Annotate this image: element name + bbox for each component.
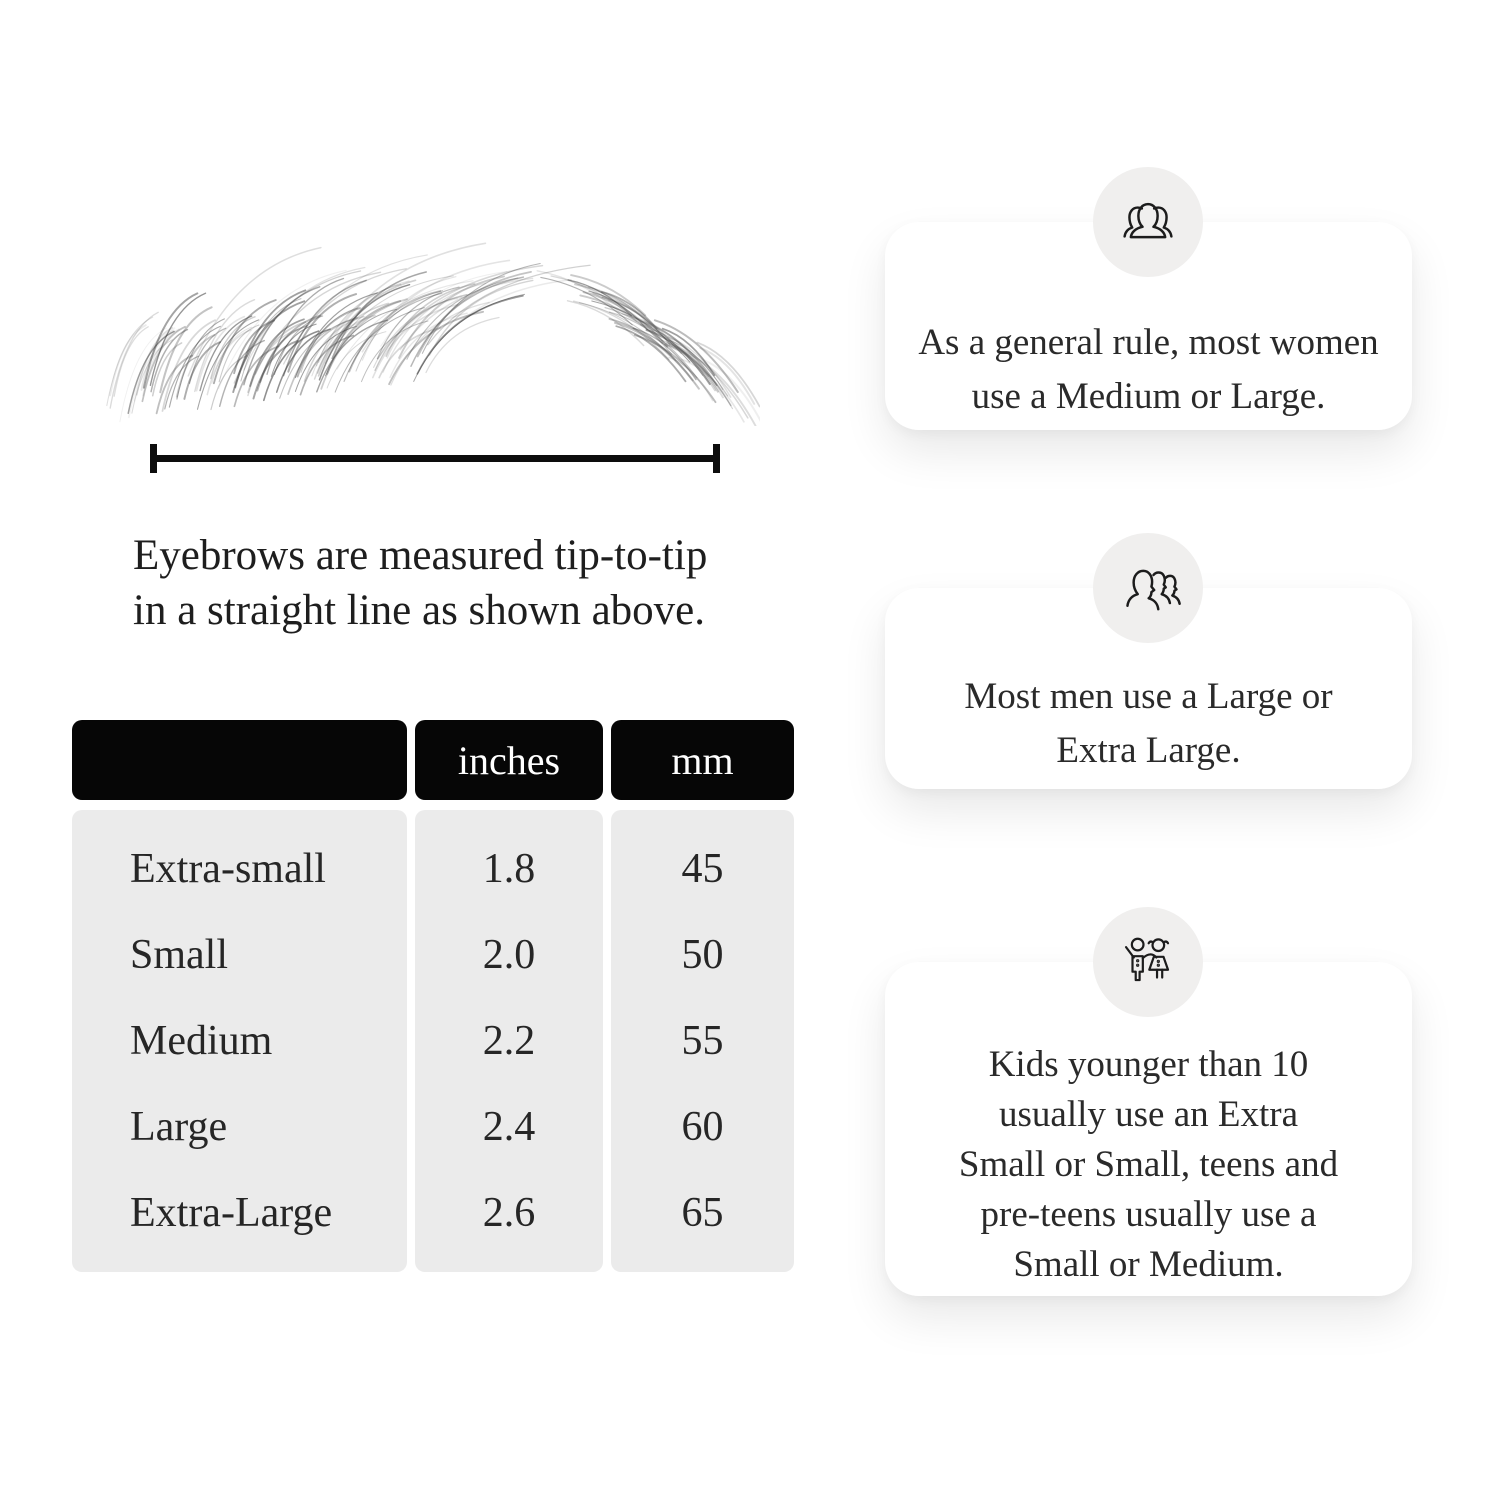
table-column-inches	[415, 810, 603, 1272]
table-header-inches: inches	[415, 720, 603, 800]
table-cell: 2.2	[482, 1018, 536, 1064]
table-cell: 65	[681, 1190, 724, 1236]
card-line: Kids younger than 10	[988, 1044, 1309, 1085]
table-header-size	[72, 720, 407, 800]
card-line: As a general rule, most women	[918, 322, 1379, 363]
table-column-size	[72, 810, 407, 1272]
table-cell: Extra-Large	[130, 1190, 333, 1236]
table-cell: 60	[681, 1104, 724, 1150]
card-line: Most men use a Large or	[964, 676, 1333, 717]
table-cell: 45	[681, 846, 724, 892]
card-text	[885, 1040, 1412, 1290]
men-group-icon	[1115, 562, 1181, 614]
table-cell: 2.4	[482, 1104, 536, 1150]
caption-line-2: in a straight line as shown above.	[133, 587, 706, 634]
icon-circle	[1093, 167, 1203, 277]
measurement-endcap-right	[713, 444, 720, 473]
table-column-mm	[611, 810, 794, 1272]
eyebrow-illustration	[100, 226, 760, 426]
table-cell: Medium	[130, 1018, 273, 1064]
card-line: Small or Small, teens and	[958, 1144, 1339, 1185]
table-cell: 55	[681, 1018, 724, 1064]
table-cell: 1.8	[482, 846, 536, 892]
caption-line-1: Eyebrows are measured tip-to-tip	[133, 532, 708, 579]
measurement-caption	[133, 528, 773, 638]
card-line: usually use an Extra	[999, 1094, 1298, 1135]
table-cell: 50	[681, 932, 724, 978]
card-line: Extra Large.	[1056, 730, 1241, 771]
card-text	[885, 670, 1412, 778]
measurement-bar	[150, 455, 720, 462]
card-line: pre-teens usually use a	[980, 1194, 1317, 1235]
table-cell: Extra-small	[130, 846, 326, 892]
kids-icon	[1117, 934, 1179, 990]
table-cell: 2.0	[482, 932, 536, 978]
women-group-icon	[1115, 197, 1181, 247]
table-cell: Small	[130, 932, 229, 978]
table-cell: Large	[130, 1104, 228, 1150]
measurement-line	[150, 444, 720, 474]
table-cell: 2.6	[482, 1190, 536, 1236]
card-line: Small or Medium.	[1013, 1244, 1284, 1285]
icon-circle	[1093, 533, 1203, 643]
icon-circle	[1093, 907, 1203, 1017]
table-header-mm: mm	[611, 720, 794, 800]
card-text	[885, 316, 1412, 424]
card-line: use a Medium or Large.	[971, 376, 1326, 417]
